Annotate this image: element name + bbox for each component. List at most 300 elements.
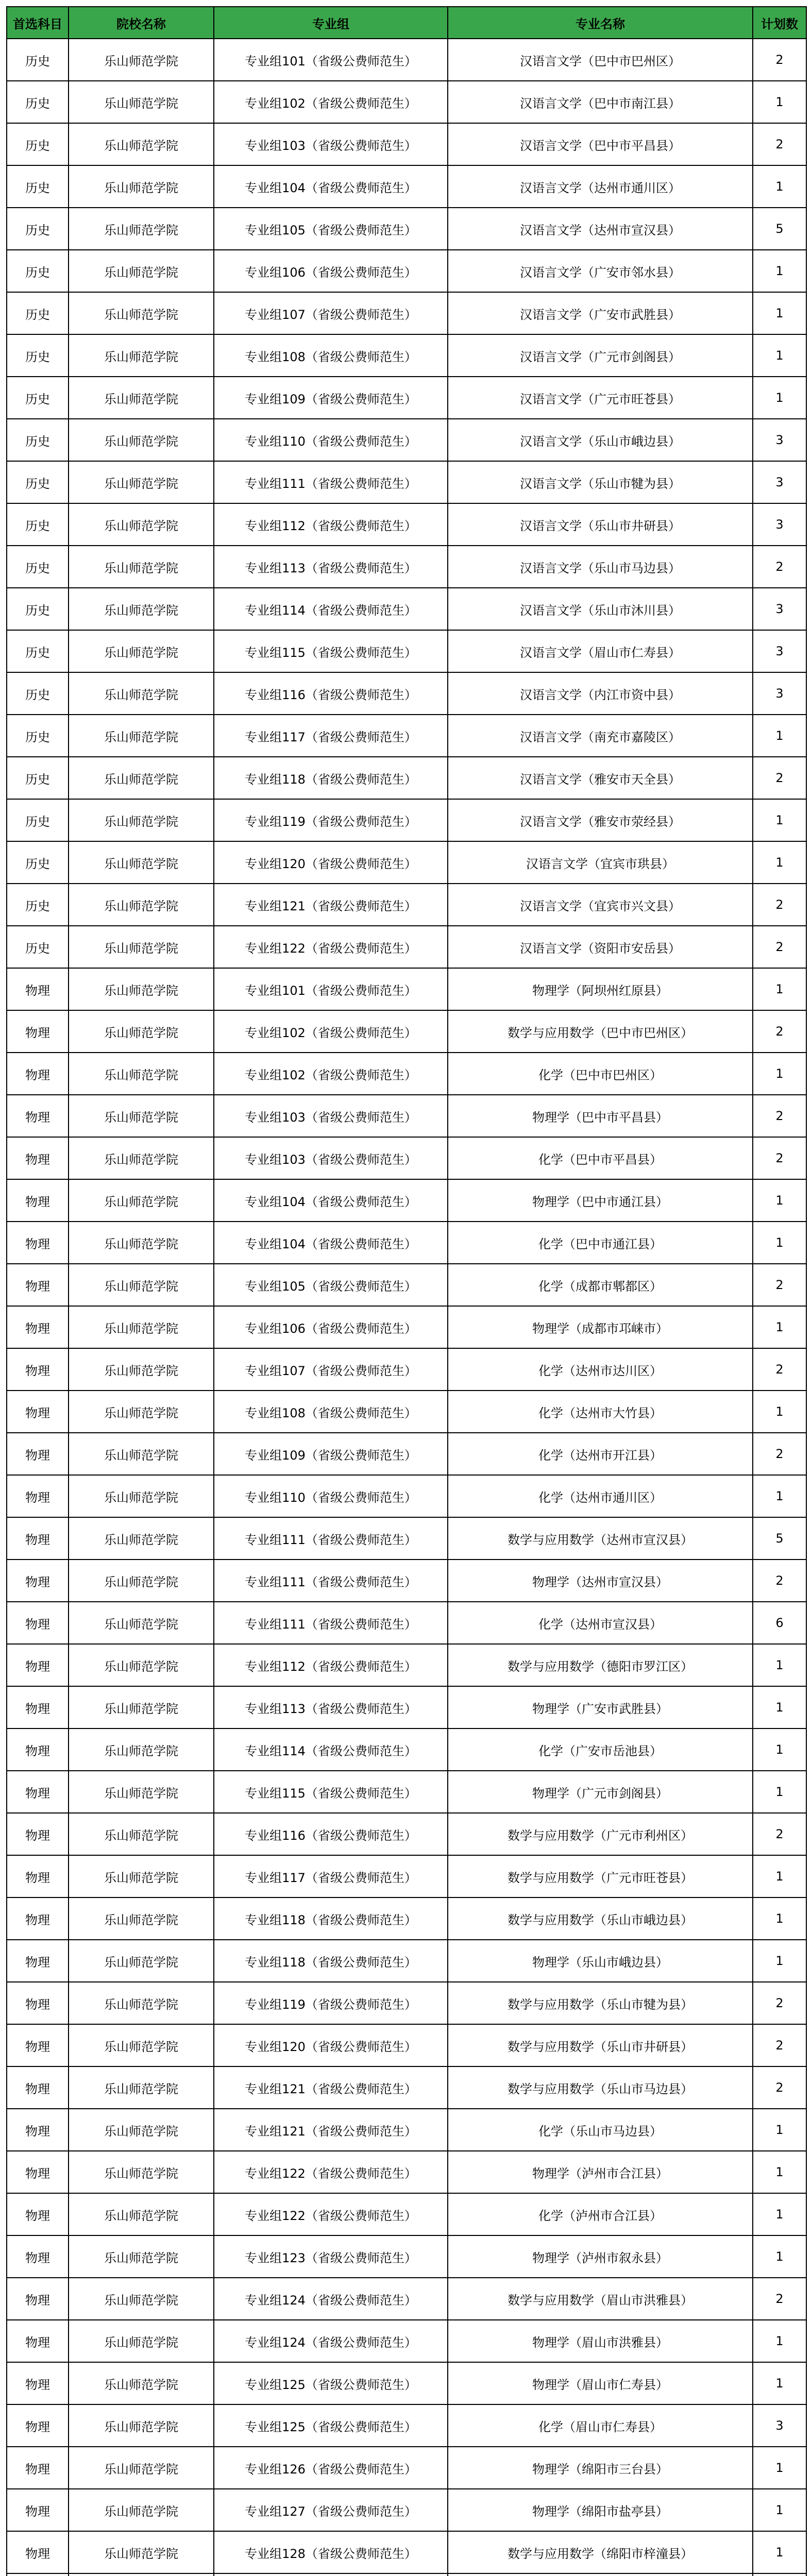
cell-plan-count: 1 (753, 2362, 806, 2404)
cell-subject: 物理 (7, 1728, 69, 1771)
cell-subject: 物理 (7, 2193, 69, 2235)
cell-plan-count: 2 (753, 1813, 806, 1855)
cell-major-group: 专业组116（省级公费师范生） (214, 672, 448, 715)
cell-plan-count (753, 2573, 806, 2576)
table-row (7, 1686, 806, 1728)
cell-school: 乐山师范学院 (69, 2024, 214, 2066)
table-row (7, 2278, 806, 2320)
table-row (7, 926, 806, 968)
cell-major-group: 专业组118（省级公费师范生） (214, 1897, 448, 1940)
cell-plan-count: 3 (753, 503, 806, 546)
cell-school: 乐山师范学院 (69, 546, 214, 588)
cell-subject: 历史 (7, 841, 69, 884)
cell-school (69, 2573, 214, 2576)
cell-major-name: 数学与应用数学（广元市旺苍县） (448, 1855, 753, 1897)
cell-school: 乐山师范学院 (69, 1982, 214, 2024)
cell-subject: 物理 (7, 1940, 69, 1982)
table-row (7, 588, 806, 630)
cell-major-name: 物理学（绵阳市三台县） (448, 2447, 753, 2489)
cell-major-name: 物理学（成都市邛崃市） (448, 1306, 753, 1348)
cell-major-name: 数学与应用数学（达州市宣汉县） (448, 1517, 753, 1560)
cell-subject: 物理 (7, 1433, 69, 1475)
cell-plan-count: 1 (753, 715, 806, 757)
cell-major-group: 专业组102（省级公费师范生） (214, 1053, 448, 1095)
cell-major-name: 汉语言文学（乐山市马边县） (448, 546, 753, 588)
cell-major-group: 专业组108（省级公费师范生） (214, 334, 448, 377)
cell-major-name: 物理学（乐山市峨边县） (448, 1940, 753, 1982)
cell-subject: 物理 (7, 2024, 69, 2066)
cell-plan-count: 6 (753, 1602, 806, 1644)
cell-plan-count: 1 (753, 2447, 806, 2489)
header-school: 院校名称 (69, 7, 214, 39)
cell-major-name: 化学（巴中市巴州区） (448, 1053, 753, 1095)
cell-plan-count: 1 (753, 841, 806, 884)
cell-school: 乐山师范学院 (69, 1771, 214, 1813)
cell-subject: 历史 (7, 503, 69, 546)
table-row (7, 2404, 806, 2447)
table-row (7, 2024, 806, 2066)
cell-major-name: 化学（泸州市合江县） (448, 2193, 753, 2235)
cell-major-group: 专业组112（省级公费师范生） (214, 503, 448, 546)
cell-major-group: 专业组128（省级公费师范生） (214, 2531, 448, 2573)
cell-major-name: 物理学（泸州市合江县） (448, 2151, 753, 2193)
cell-school: 乐山师范学院 (69, 1433, 214, 1475)
cell-subject: 物理 (7, 2278, 69, 2320)
cell-school: 乐山师范学院 (69, 2109, 214, 2151)
cell-school: 乐山师范学院 (69, 1053, 214, 1095)
cell-subject: 历史 (7, 419, 69, 461)
cell-school: 乐山师范学院 (69, 799, 214, 841)
cell-major-name: 数学与应用数学（绵阳市梓潼县） (448, 2531, 753, 2573)
cell-major-group: 专业组109（省级公费师范生） (214, 377, 448, 419)
cell-plan-count: 2 (753, 1348, 806, 1391)
cell-major-name: 汉语言文学（广安市武胜县） (448, 292, 753, 334)
cell-subject: 历史 (7, 123, 69, 165)
cell-plan-count: 3 (753, 588, 806, 630)
cell-major-group: 专业组121（省级公费师范生） (214, 2066, 448, 2109)
cell-major-group (214, 2573, 448, 2576)
cell-major-group: 专业组127（省级公费师范生） (214, 2489, 448, 2531)
cell-major-name: 物理学（眉山市洪雅县） (448, 2320, 753, 2362)
table-row (7, 1010, 806, 1053)
cell-major-group: 专业组114（省级公费师范生） (214, 588, 448, 630)
table-row (7, 1053, 806, 1095)
cell-school: 乐山师范学院 (69, 1517, 214, 1560)
table-row (7, 2193, 806, 2235)
cell-subject: 物理 (7, 2066, 69, 2109)
cell-subject: 物理 (7, 1095, 69, 1137)
cell-school: 乐山师范学院 (69, 334, 214, 377)
cell-subject: 物理 (7, 968, 69, 1010)
cell-plan-count: 5 (753, 208, 806, 250)
cell-subject: 物理 (7, 1813, 69, 1855)
cell-school: 乐山师范学院 (69, 2235, 214, 2278)
cell-subject: 历史 (7, 165, 69, 208)
header-major-group: 专业组 (214, 7, 448, 39)
table-row (7, 1602, 806, 1644)
cell-school: 乐山师范学院 (69, 1348, 214, 1391)
cell-major-group: 专业组120（省级公费师范生） (214, 2024, 448, 2066)
cell-major-name: 汉语言文学（乐山市沐川县） (448, 588, 753, 630)
cell-subject: 历史 (7, 588, 69, 630)
cell-plan-count: 1 (753, 1222, 806, 1264)
cell-school: 乐山师范学院 (69, 1897, 214, 1940)
cell-school: 乐山师范学院 (69, 2066, 214, 2109)
cell-school: 乐山师范学院 (69, 588, 214, 630)
cell-major-group: 专业组124（省级公费师范生） (214, 2278, 448, 2320)
cell-major-group: 专业组113（省级公费师范生） (214, 1686, 448, 1728)
cell-school: 乐山师范学院 (69, 2362, 214, 2404)
cell-plan-count: 1 (753, 1306, 806, 1348)
cell-plan-count: 2 (753, 1137, 806, 1179)
cell-plan-count: 3 (753, 2404, 806, 2447)
cell-major-group: 专业组105（省级公费师范生） (214, 208, 448, 250)
cell-subject: 物理 (7, 2447, 69, 2489)
cell-major-name: 化学（达州市开江县） (448, 1433, 753, 1475)
cell-major-name: 物理学（广安市武胜县） (448, 1686, 753, 1728)
table-row (7, 1475, 806, 1517)
cell-major-group: 专业组111（省级公费师范生） (214, 461, 448, 503)
table-row (7, 1433, 806, 1475)
cell-plan-count: 1 (753, 2489, 806, 2531)
cell-subject: 物理 (7, 2489, 69, 2531)
cell-subject: 物理 (7, 1602, 69, 1644)
cell-major-group: 专业组122（省级公费师范生） (214, 2193, 448, 2235)
cell-plan-count: 2 (753, 2024, 806, 2066)
cell-plan-count: 2 (753, 123, 806, 165)
cell-school: 乐山师范学院 (69, 841, 214, 884)
table-row (7, 1855, 806, 1897)
table-row (7, 2447, 806, 2489)
cell-plan-count: 1 (753, 2531, 806, 2573)
header-plan-count: 计划数 (753, 7, 806, 39)
cell-major-name: 汉语言文学（内江市资中县） (448, 672, 753, 715)
cell-major-group: 专业组121（省级公费师范生） (214, 884, 448, 926)
cell-major-group: 专业组106（省级公费师范生） (214, 250, 448, 292)
cell-plan-count: 2 (753, 1433, 806, 1475)
cell-school: 乐山师范学院 (69, 1264, 214, 1306)
cell-major-group: 专业组126（省级公费师范生） (214, 2447, 448, 2489)
cell-major-group: 专业组110（省级公费师范生） (214, 1475, 448, 1517)
table-row (7, 1644, 806, 1686)
cell-school: 乐山师范学院 (69, 1306, 214, 1348)
cell-major-group: 专业组123（省级公费师范生） (214, 2235, 448, 2278)
table-row (7, 884, 806, 926)
cell-major-name: 数学与应用数学（广元市利州区） (448, 1813, 753, 1855)
table-row (7, 81, 806, 123)
cell-major-group: 专业组111（省级公费师范生） (214, 1602, 448, 1644)
cell-major-group: 专业组121（省级公费师范生） (214, 2109, 448, 2151)
cell-major-name: 化学（巴中市平昌县） (448, 1137, 753, 1179)
cell-subject: 历史 (7, 208, 69, 250)
cell-major-name: 汉语言文学（宜宾市珙县） (448, 841, 753, 884)
cell-plan-count: 1 (753, 2109, 806, 2151)
cell-plan-count: 3 (753, 461, 806, 503)
cell-major-group: 专业组110（省级公费师范生） (214, 419, 448, 461)
table-row (7, 2362, 806, 2404)
cell-subject: 历史 (7, 715, 69, 757)
cell-school: 乐山师范学院 (69, 2278, 214, 2320)
cell-school: 乐山师范学院 (69, 757, 214, 799)
table-row (7, 1095, 806, 1137)
cell-subject: 历史 (7, 334, 69, 377)
enrollment-plan-table (6, 6, 807, 2576)
cell-major-name: 汉语言文学（广元市剑阁县） (448, 334, 753, 377)
cell-plan-count: 2 (753, 1264, 806, 1306)
cell-subject: 物理 (7, 1855, 69, 1897)
cell-major-name: 化学（成都市郫都区） (448, 1264, 753, 1306)
table-row (7, 1897, 806, 1940)
header-major-name: 专业名称 (448, 7, 753, 39)
cell-major-group: 专业组122（省级公费师范生） (214, 2151, 448, 2193)
cell-school: 乐山师范学院 (69, 926, 214, 968)
table-row (7, 461, 806, 503)
table-row (7, 1222, 806, 1264)
cell-school: 乐山师范学院 (69, 377, 214, 419)
cell-major-group: 专业组108（省级公费师范生） (214, 1391, 448, 1433)
table-row (7, 672, 806, 715)
cell-school: 乐山师范学院 (69, 2447, 214, 2489)
cell-plan-count: 3 (753, 672, 806, 715)
cell-plan-count: 1 (753, 1771, 806, 1813)
cell-school: 乐山师范学院 (69, 630, 214, 672)
cell-school: 乐山师范学院 (69, 1602, 214, 1644)
cell-school: 乐山师范学院 (69, 1813, 214, 1855)
cell-major-name: 物理学（泸州市叙永县） (448, 2235, 753, 2278)
cell-plan-count: 1 (753, 1940, 806, 1982)
cell-major-name: 物理学（广元市剑阁县） (448, 1771, 753, 1813)
cell-major-name (448, 2573, 753, 2576)
cell-school: 乐山师范学院 (69, 1222, 214, 1264)
cell-subject: 物理 (7, 2109, 69, 2151)
cell-major-name: 数学与应用数学（乐山市井研县） (448, 2024, 753, 2066)
cell-major-group: 专业组109（省级公费师范生） (214, 1433, 448, 1475)
cell-school: 乐山师范学院 (69, 81, 214, 123)
cell-major-group: 专业组120（省级公费师范生） (214, 841, 448, 884)
cell-subject: 物理 (7, 1897, 69, 1940)
table-row (7, 2109, 806, 2151)
cell-major-name: 数学与应用数学（眉山市洪雅县） (448, 2278, 753, 2320)
cell-school: 乐山师范学院 (69, 1644, 214, 1686)
cell-plan-count: 1 (753, 1686, 806, 1728)
cell-school: 乐山师范学院 (69, 2151, 214, 2193)
table-row (7, 630, 806, 672)
cell-school: 乐山师范学院 (69, 1560, 214, 1602)
cell-major-group: 专业组103（省级公费师范生） (214, 1095, 448, 1137)
cell-plan-count: 1 (753, 968, 806, 1010)
cell-plan-count: 1 (753, 292, 806, 334)
cell-major-name: 数学与应用数学（乐山市犍为县） (448, 1982, 753, 2024)
table-row (7, 546, 806, 588)
table-row (7, 715, 806, 757)
header-subject: 首选科目 (7, 7, 69, 39)
cell-plan-count: 1 (753, 1855, 806, 1897)
cell-subject: 物理 (7, 2404, 69, 2447)
table-row (7, 1391, 806, 1433)
cell-plan-count: 1 (753, 1179, 806, 1222)
cell-school: 乐山师范学院 (69, 2489, 214, 2531)
cell-major-name: 汉语言文学（眉山市仁寿县） (448, 630, 753, 672)
cell-subject: 历史 (7, 250, 69, 292)
cell-major-group: 专业组117（省级公费师范生） (214, 715, 448, 757)
cell-subject: 历史 (7, 630, 69, 672)
table-row (7, 2066, 806, 2109)
cell-major-group: 专业组111（省级公费师范生） (214, 1517, 448, 1560)
cell-major-name: 数学与应用数学（德阳市罗江区） (448, 1644, 753, 1686)
table-row (7, 208, 806, 250)
cell-major-name: 化学（眉山市仁寿县） (448, 2404, 753, 2447)
cell-plan-count: 1 (753, 2151, 806, 2193)
cell-major-group: 专业组106（省级公费师范生） (214, 1306, 448, 1348)
cell-major-name: 化学（乐山市马边县） (448, 2109, 753, 2151)
cell-school: 乐山师范学院 (69, 503, 214, 546)
table-row (7, 1940, 806, 1982)
cell-major-name: 化学（达州市宣汉县） (448, 1602, 753, 1644)
cell-major-name: 汉语言文学（乐山市井研县） (448, 503, 753, 546)
table-row (7, 1348, 806, 1391)
cell-plan-count: 1 (753, 1897, 806, 1940)
cell-major-name: 数学与应用数学（巴中市巴州区） (448, 1010, 753, 1053)
cell-subject: 历史 (7, 292, 69, 334)
cell-major-group: 专业组111（省级公费师范生） (214, 1560, 448, 1602)
cell-subject: 历史 (7, 461, 69, 503)
cell-school: 乐山师范学院 (69, 39, 214, 81)
cell-school: 乐山师范学院 (69, 1391, 214, 1433)
cell-major-group: 专业组115（省级公费师范生） (214, 630, 448, 672)
cell-plan-count: 1 (753, 165, 806, 208)
cell-subject: 物理 (7, 2362, 69, 2404)
cell-major-group: 专业组124（省级公费师范生） (214, 2320, 448, 2362)
table-row (7, 841, 806, 884)
cell-major-name: 数学与应用数学（乐山市峨边县） (448, 1897, 753, 1940)
cell-plan-count: 5 (753, 1517, 806, 1560)
table-row (7, 377, 806, 419)
cell-plan-count: 2 (753, 2066, 806, 2109)
cell-plan-count: 3 (753, 630, 806, 672)
table-row (7, 2573, 806, 2576)
cell-major-group: 专业组104（省级公费师范生） (214, 1179, 448, 1222)
cell-school: 乐山师范学院 (69, 715, 214, 757)
cell-subject: 物理 (7, 1137, 69, 1179)
table-row (7, 1771, 806, 1813)
cell-subject (7, 2573, 69, 2576)
cell-major-group: 专业组125（省级公费师范生） (214, 2404, 448, 2447)
cell-major-name: 汉语言文学（广安市邻水县） (448, 250, 753, 292)
cell-school: 乐山师范学院 (69, 1475, 214, 1517)
cell-major-name: 化学（达州市达川区） (448, 1348, 753, 1391)
table-row (7, 250, 806, 292)
cell-school: 乐山师范学院 (69, 165, 214, 208)
cell-school: 乐山师范学院 (69, 968, 214, 1010)
cell-major-group: 专业组103（省级公费师范生） (214, 123, 448, 165)
cell-major-name: 汉语言文学（达州市宣汉县） (448, 208, 753, 250)
cell-subject: 物理 (7, 1517, 69, 1560)
cell-subject: 物理 (7, 2531, 69, 2573)
cell-school: 乐山师范学院 (69, 1137, 214, 1179)
table-row (7, 1560, 806, 1602)
cell-school: 乐山师范学院 (69, 1940, 214, 1982)
cell-major-group: 专业组104（省级公费师范生） (214, 1222, 448, 1264)
cell-plan-count: 2 (753, 1560, 806, 1602)
cell-subject: 物理 (7, 1264, 69, 1306)
cell-major-group: 专业组113（省级公费师范生） (214, 546, 448, 588)
cell-subject: 历史 (7, 799, 69, 841)
cell-major-group: 专业组118（省级公费师范生） (214, 1940, 448, 1982)
table-row (7, 292, 806, 334)
cell-subject: 历史 (7, 672, 69, 715)
table-row (7, 1517, 806, 1560)
cell-plan-count: 1 (753, 2320, 806, 2362)
cell-major-name: 汉语言文学（雅安市荥经县） (448, 799, 753, 841)
cell-subject: 历史 (7, 81, 69, 123)
table-row (7, 419, 806, 461)
cell-major-group: 专业组107（省级公费师范生） (214, 292, 448, 334)
cell-plan-count: 2 (753, 1095, 806, 1137)
cell-subject: 历史 (7, 39, 69, 81)
table-row (7, 1264, 806, 1306)
cell-major-group: 专业组102（省级公费师范生） (214, 81, 448, 123)
cell-major-name: 物理学（绵阳市盐亭县） (448, 2489, 753, 2531)
cell-major-group: 专业组125（省级公费师范生） (214, 2362, 448, 2404)
cell-subject: 物理 (7, 1306, 69, 1348)
cell-major-group: 专业组115（省级公费师范生） (214, 1771, 448, 1813)
table-row (7, 2320, 806, 2362)
cell-major-name: 物理学（眉山市仁寿县） (448, 2362, 753, 2404)
cell-major-group: 专业组102（省级公费师范生） (214, 1010, 448, 1053)
table-row (7, 503, 806, 546)
cell-school: 乐山师范学院 (69, 123, 214, 165)
cell-major-group: 专业组104（省级公费师范生） (214, 165, 448, 208)
cell-subject: 物理 (7, 2235, 69, 2278)
cell-subject: 物理 (7, 1348, 69, 1391)
cell-plan-count: 1 (753, 1728, 806, 1771)
cell-school: 乐山师范学院 (69, 2404, 214, 2447)
table-row (7, 123, 806, 165)
cell-subject: 物理 (7, 1982, 69, 2024)
cell-major-name: 汉语言文学（广元市旺苍县） (448, 377, 753, 419)
cell-major-name: 汉语言文学（宜宾市兴文县） (448, 884, 753, 926)
cell-school: 乐山师范学院 (69, 672, 214, 715)
cell-subject: 物理 (7, 1644, 69, 1686)
cell-major-group: 专业组118（省级公费师范生） (214, 757, 448, 799)
cell-major-name: 汉语言文学（资阳市安岳县） (448, 926, 753, 968)
cell-school: 乐山师范学院 (69, 1179, 214, 1222)
cell-major-name: 汉语言文学（乐山市峨边县） (448, 419, 753, 461)
cell-plan-count: 2 (753, 884, 806, 926)
cell-school: 乐山师范学院 (69, 1010, 214, 1053)
cell-major-group: 专业组105（省级公费师范生） (214, 1264, 448, 1306)
cell-plan-count: 1 (753, 81, 806, 123)
cell-subject: 物理 (7, 1222, 69, 1264)
cell-school: 乐山师范学院 (69, 1095, 214, 1137)
table-row (7, 334, 806, 377)
cell-major-group: 专业组119（省级公费师范生） (214, 1982, 448, 2024)
cell-major-name: 物理学（巴中市平昌县） (448, 1095, 753, 1137)
cell-subject: 物理 (7, 2151, 69, 2193)
cell-school: 乐山师范学院 (69, 461, 214, 503)
cell-major-name: 化学（广安市岳池县） (448, 1728, 753, 1771)
cell-plan-count: 1 (753, 1475, 806, 1517)
cell-subject: 物理 (7, 1010, 69, 1053)
cell-plan-count: 1 (753, 334, 806, 377)
table-row (7, 1813, 806, 1855)
table-row (7, 2235, 806, 2278)
cell-school: 乐山师范学院 (69, 2193, 214, 2235)
cell-major-group: 专业组101（省级公费师范生） (214, 39, 448, 81)
cell-major-name: 物理学（阿坝州红原县） (448, 968, 753, 1010)
cell-major-name: 物理学（巴中市通江县） (448, 1179, 753, 1222)
cell-plan-count: 2 (753, 1982, 806, 2024)
